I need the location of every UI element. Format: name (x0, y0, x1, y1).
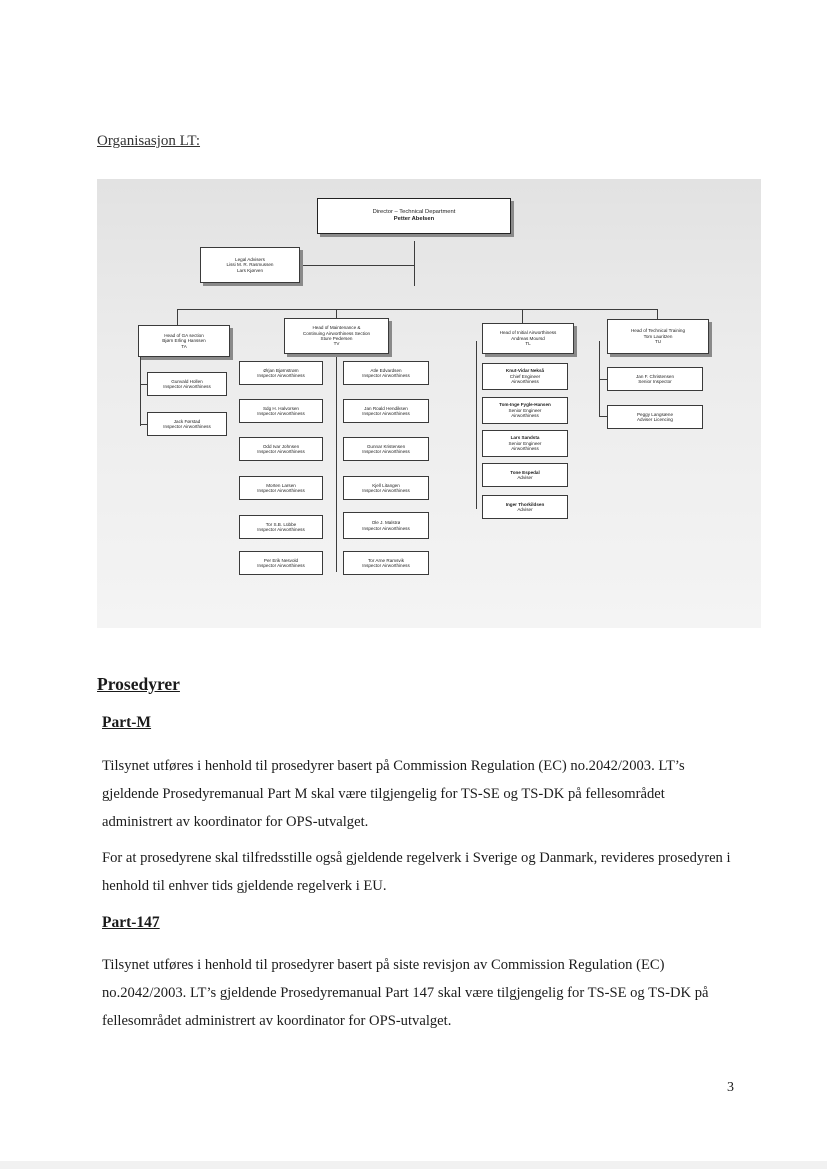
org-box-director (317, 198, 511, 234)
staff-role: Adviser (517, 475, 533, 480)
legal-name-2: Lars Kjørven (236, 267, 264, 273)
staff-role: Inspector Airworthiness (362, 449, 410, 454)
staff-role: Inspector Airworthiness (257, 373, 305, 378)
head-maint-code: TV (333, 341, 340, 347)
head-training-name: Tom Lauritzen (643, 333, 673, 339)
org-box-legal (200, 247, 300, 283)
page-number: 3 (727, 1080, 734, 1095)
staff-name: Knut-Vidar Nekså (505, 368, 545, 374)
staff-name: Ørjan Bjørnstrøm (263, 367, 299, 373)
connector-initial (522, 309, 523, 323)
staff-role: Inspector Airworthiness (362, 563, 410, 568)
director-title: Director – Technical Department (372, 209, 456, 215)
director-name: Petter Abelsen (393, 216, 435, 222)
staff-role: Chief Engineer (509, 373, 541, 379)
prosedyrer-heading: Prosedyrer (97, 674, 180, 694)
connector-initial-vertical (476, 341, 477, 509)
staff-name: Tone Espedal (510, 469, 540, 475)
part-m-paragraph-1: Tilsynet utføres i henhold til prosedyrer basert på Commission Regulation (EC) no.2042/2003. LT’s gjeldende Prosedyremanual Part M skal være tilgjengelig for TS-SE og TS-DK på fellesområdet administrert av koordinator for OPS-utvalget. (102, 758, 685, 830)
staff-name: Gunnar Kristensen (366, 443, 406, 449)
org-box-initial-staff (482, 495, 568, 519)
staff-role: Senior Engineer (508, 440, 542, 446)
staff-name: Jack Førstad (173, 418, 201, 424)
connector-training-2 (599, 416, 607, 417)
staff-role: Airworthiness (511, 446, 539, 452)
legal-name-1: Lissi M. R. Rasmussen (226, 262, 274, 268)
part-147-paragraph: Tilsynet utføres i henhold til prosedyrer basert på siste revisjon av Commission Regulation (EC) no.2042/2003. LT’s gjeldende Prosedyremanual Part 147 skal være tilgjengelig for TS-SE og TS-DK på fellesområdet administrert av koordinator for OPS-utvalget. (102, 957, 709, 1029)
head-ga-code: TA (181, 343, 187, 349)
staff-role: Inspector Airworthiness (163, 424, 211, 429)
staff-role: Adviser Licencing (636, 417, 673, 422)
staff-name: Per Erik Nesvold (263, 557, 299, 563)
staff-role: Inspector Airworthiness (257, 411, 305, 416)
org-box-maint-staff (239, 437, 323, 461)
org-box-initial-staff (482, 397, 568, 424)
staff-name: Sdg H. Halvorsen (262, 405, 299, 411)
org-box-initial-staff (482, 430, 568, 457)
staff-role: Senior Inspector (638, 379, 672, 384)
org-box-maint-staff (343, 512, 429, 539)
head-maint-title-2: Continuing Airworthiness Section (302, 330, 371, 336)
part-m-heading: Part-M (102, 714, 152, 731)
head-initial-name: Andreas Moursd (511, 335, 545, 341)
staff-name: Atle Edvardsen (370, 367, 402, 373)
staff-name: Inger Thorkildsen (505, 501, 545, 507)
staff-role: Airworthiness (511, 379, 539, 385)
org-box-maint-staff (343, 551, 429, 575)
org-box-maint-staff (343, 361, 429, 385)
head-maint-title-1: Head of Maintenance & (312, 325, 361, 331)
org-box-head-initial (482, 323, 574, 354)
staff-name: Ole J. Malstrø (371, 520, 401, 526)
connector-director-trunk (414, 241, 415, 286)
connector-legal (300, 265, 414, 266)
legal-title: Legal Advisers (235, 256, 265, 262)
org-box-head-maintenance (284, 318, 389, 354)
org-box-training-staff (607, 367, 703, 391)
connector-training-1 (599, 379, 607, 380)
staff-name: Jan Roald Hendiksen (364, 405, 408, 411)
org-box-head-ga (138, 325, 230, 357)
org-chart (97, 179, 761, 628)
head-training-title: Head of Technical Training (630, 328, 686, 334)
org-box-ga-staff (147, 372, 227, 396)
staff-role: Adviser (517, 507, 533, 512)
head-initial-title: Head of Initial Airworthiness (499, 330, 557, 336)
staff-name: Tor S.B. Lübbe (265, 521, 297, 527)
org-box-maint-staff (239, 399, 323, 423)
org-box-maint-staff (343, 476, 429, 500)
staff-role: Inspector Airworthiness (257, 449, 305, 454)
staff-name: Odd Ivar Johnsen (262, 443, 300, 449)
head-ga-name: Bjørn Erling Hanssen (162, 338, 206, 344)
head-training-code: TU (654, 339, 662, 345)
org-box-maint-staff (343, 399, 429, 423)
connector-maint-vertical (336, 347, 337, 572)
staff-name: Morten Larsen (266, 482, 296, 488)
org-box-maint-staff (239, 361, 323, 385)
staff-role: Inspector Airworthiness (257, 488, 305, 493)
head-initial-code: TL (525, 341, 531, 347)
staff-name: Tom-Inge Fygle-Hansen (499, 402, 551, 408)
staff-role: Airworthiness (511, 413, 539, 419)
staff-role: Inspector Airworthiness (163, 384, 211, 389)
page-bottom-edge (0, 1161, 827, 1169)
org-box-maint-staff (239, 551, 323, 575)
connector-ga-2 (140, 424, 147, 425)
staff-name: Peggy Langsæne (636, 411, 673, 417)
staff-name: Tor Arne Ramsvik (368, 557, 404, 563)
staff-name: Jan F. Christensen (635, 373, 675, 379)
staff-name: Kjell Litangen (372, 482, 400, 488)
staff-role: Inspector Airworthiness (362, 411, 410, 416)
staff-role: Inspector Airworthiness (362, 373, 410, 378)
staff-role: Inspector Airworthiness (257, 527, 305, 532)
org-section-title: Organisasjon LT: (97, 133, 201, 149)
staff-name: Lars Sandsta (510, 435, 540, 441)
org-box-maint-staff (239, 476, 323, 500)
org-box-ga-staff (147, 412, 227, 436)
connector-maint (336, 309, 337, 318)
connector-ga-1 (140, 384, 147, 385)
org-box-head-training (607, 319, 709, 354)
staff-role: Inspector Airworthiness (362, 488, 410, 493)
staff-role: Inspector Airworthiness (257, 563, 305, 568)
part-147-heading: Part-147 (102, 914, 160, 931)
org-box-maint-staff (343, 437, 429, 461)
connector-ga (177, 309, 178, 325)
org-box-initial-staff (482, 463, 568, 487)
staff-role: Inspector Airworthiness (362, 525, 410, 531)
org-box-maint-staff (239, 515, 323, 539)
org-box-initial-staff (482, 363, 568, 390)
part-m-paragraph-2: For at prosedyrene skal tilfredsstille også gjeldende regelverk i Sverige og Danmark, revideres prosedyren i henhold til enhver tids gjeldende regelverk i EU. (102, 850, 731, 894)
connector-main-horizontal (177, 309, 657, 310)
head-maint-name: Sture Pedersen (320, 336, 353, 341)
staff-role: Senior Engineer (508, 407, 542, 413)
head-ga-title: Head of GA section (164, 332, 204, 338)
connector-training (657, 309, 658, 319)
staff-name: Gunvald Hollen (171, 378, 203, 384)
org-box-training-staff (607, 405, 703, 429)
